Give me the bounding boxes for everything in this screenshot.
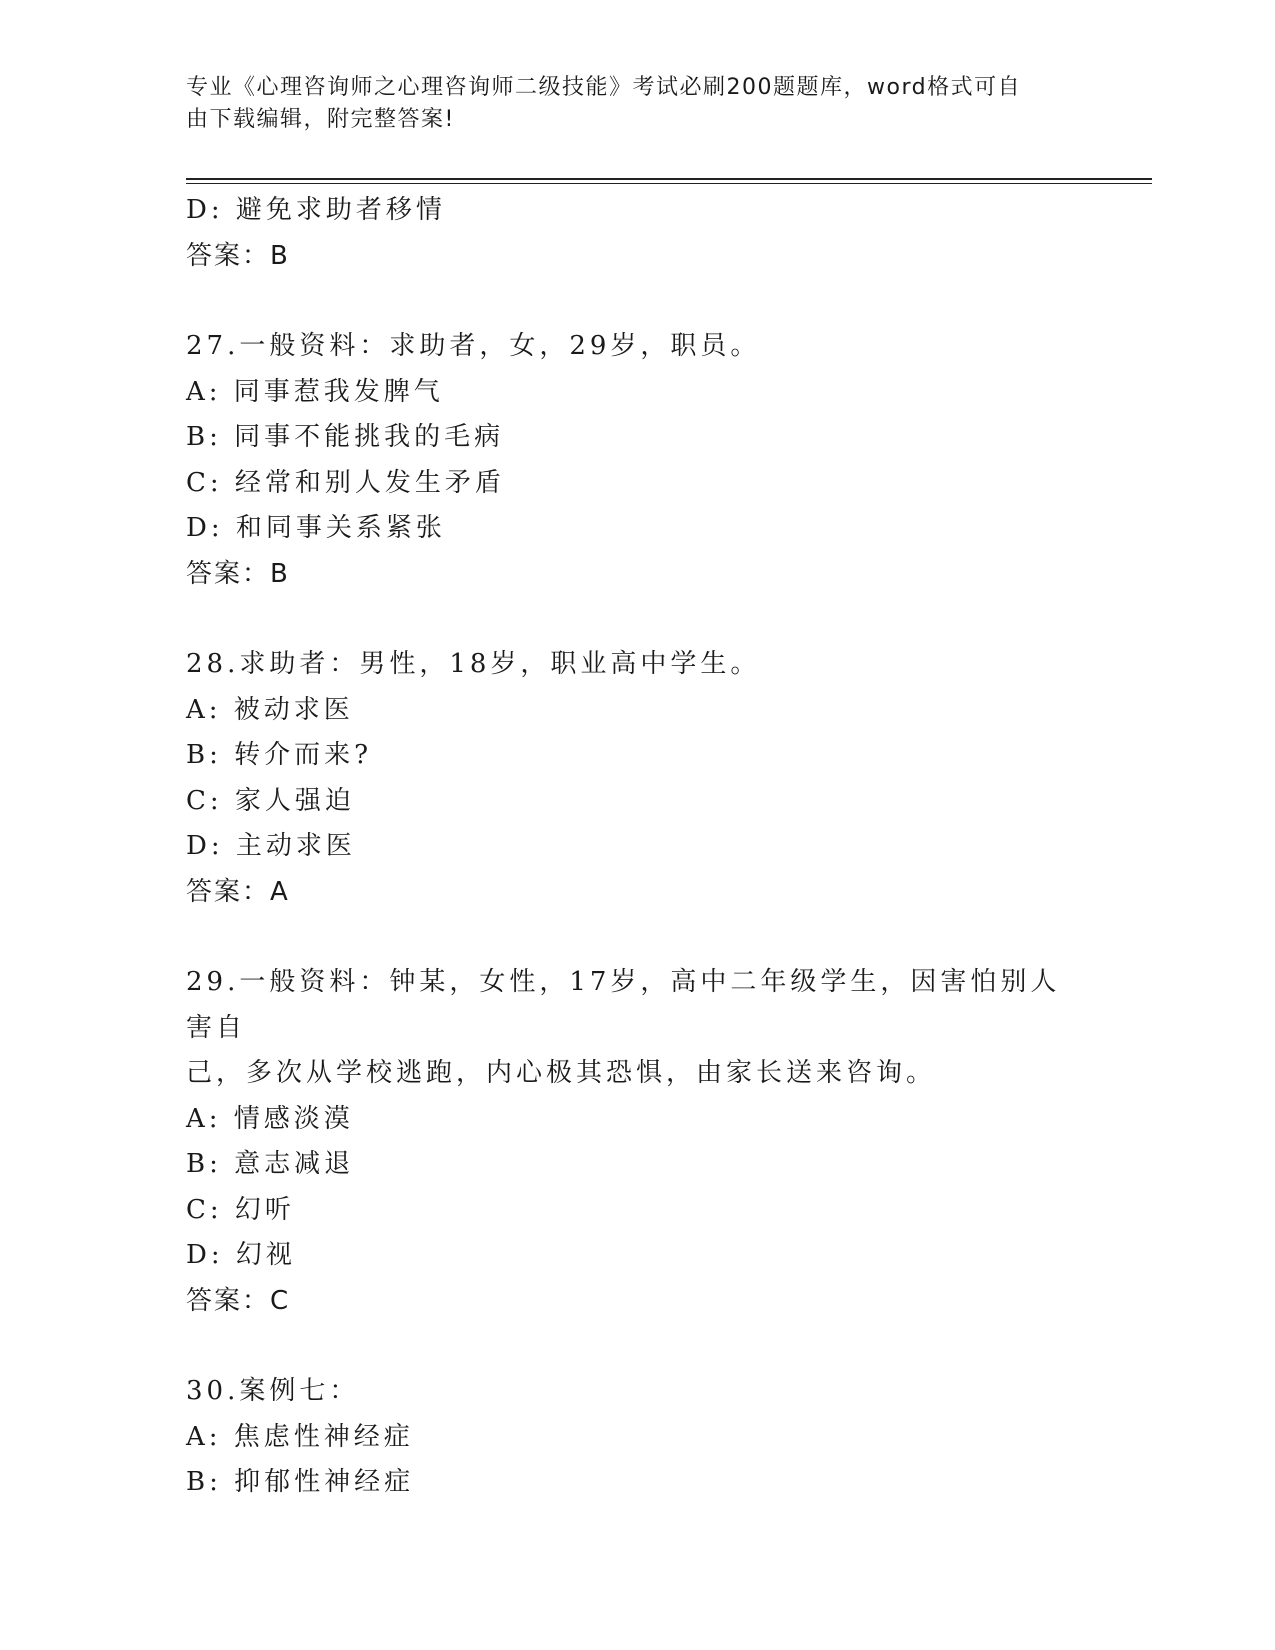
- document-header: [186, 72, 1066, 136]
- question-28: [186, 642, 1086, 915]
- option-c: C: 幻听: [186, 1194, 295, 1225]
- header-divider-thick: [186, 178, 1152, 180]
- question-stem-line-2: 己，多次从学校逃跑，内心极其恐惧，由家长送来咨询。: [186, 1058, 937, 1088]
- header-line-2: 由下载编辑，附完整答案!: [186, 107, 455, 132]
- answer-line: 答案：B: [186, 558, 290, 589]
- option-a: A: 同事惹我发脾气: [186, 376, 444, 407]
- option-d: D: 主动求医: [186, 831, 356, 861]
- spacer: [186, 279, 1086, 324]
- question-stem: 30.案例七：: [186, 1376, 360, 1406]
- question-29: [186, 960, 1086, 1324]
- option-a: A: 焦虑性神经症: [186, 1421, 414, 1452]
- option-a: A: 情感淡漠: [186, 1103, 354, 1134]
- option-c: C: 家人强迫: [186, 785, 355, 816]
- option-b: B: 转介而来?: [186, 740, 373, 770]
- question-stem: 27.一般资料：求助者，女，29岁，职员。: [186, 331, 761, 361]
- spacer: [186, 915, 1086, 960]
- option-c: C: 经常和别人发生矛盾: [186, 467, 505, 498]
- answer-line: 答案：A: [186, 876, 290, 907]
- question-stem: 28.求助者：男性，18岁，职业高中学生。: [186, 649, 761, 679]
- question-27: [186, 324, 1086, 597]
- option-b: B: 同事不能挑我的毛病: [186, 422, 505, 452]
- answer-line: 答案：C: [186, 1285, 291, 1316]
- question-list: [186, 188, 1086, 1506]
- option-d: D: 避免求助者移情: [186, 195, 446, 225]
- question-30: [186, 1369, 1086, 1506]
- option-d: D: 幻视: [186, 1240, 296, 1270]
- option-d: D: 和同事关系紧张: [186, 513, 446, 543]
- spacer: [186, 597, 1086, 642]
- option-a: A: 被动求医: [186, 694, 354, 725]
- option-b: B: 意志减退: [186, 1149, 355, 1179]
- option-b: B: 抑郁性神经症: [186, 1467, 415, 1497]
- header-line-1: 专业《心理咨询师之心理咨询师二级技能》考试必刷200题题库，word格式可自: [186, 75, 1022, 100]
- spacer: [186, 1324, 1086, 1369]
- answer-line: 答案：B: [186, 240, 290, 271]
- header-divider-thin: [186, 183, 1152, 184]
- question-stem-line-1: 29.一般资料：钟某，女性，17岁，高中二年级学生，因害怕别人害自: [186, 967, 1061, 1043]
